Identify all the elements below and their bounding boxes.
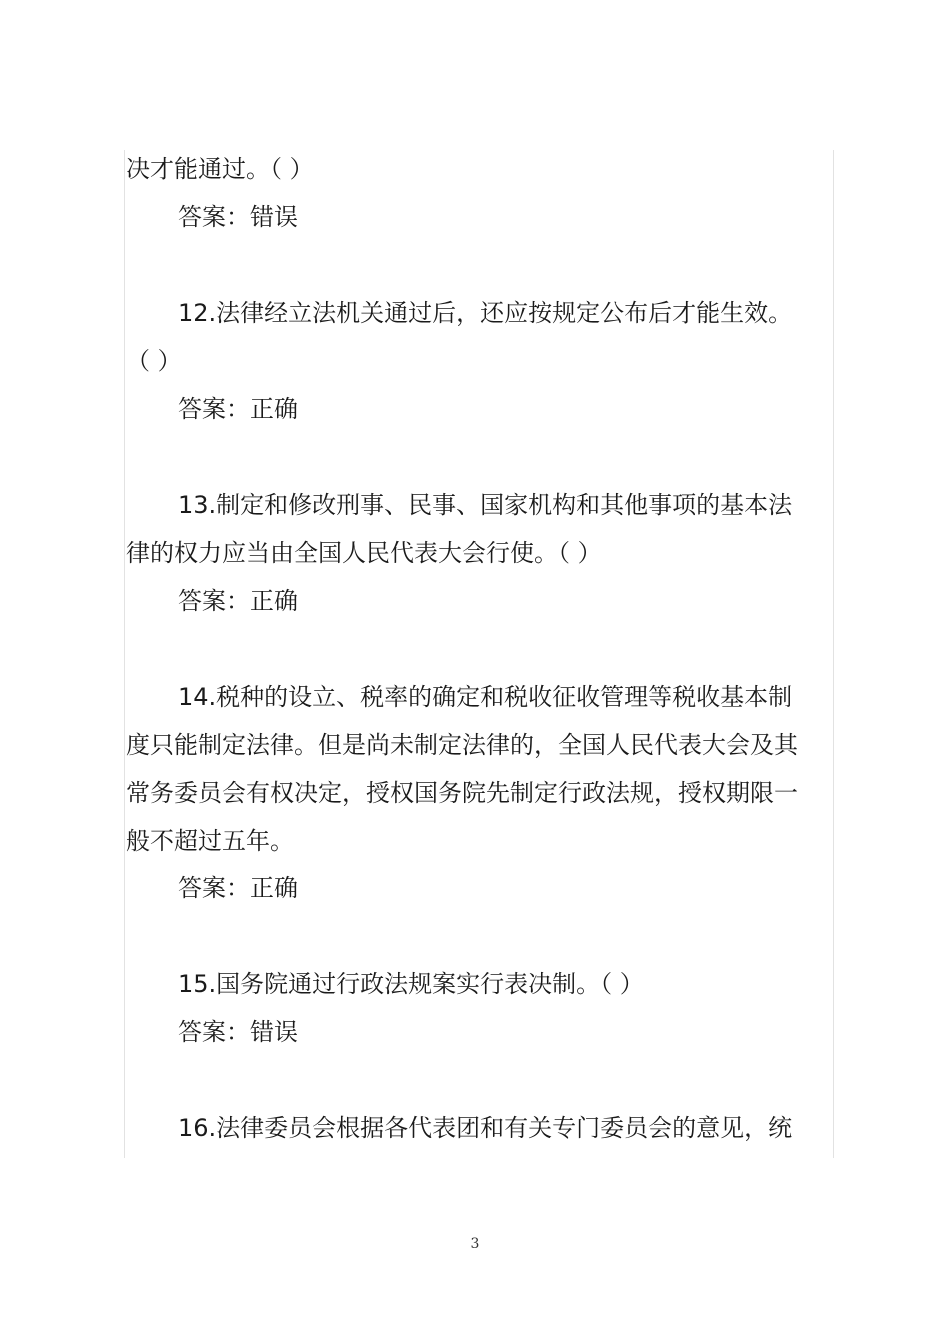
- question-14-line-1: 14.税种的设立、税率的确定和税收征收管理等税收基本制: [178, 683, 793, 711]
- question-14-line-2: 度只能制定法律。但是尚未制定法律的，全国人民代表大会及其: [126, 731, 798, 759]
- question-12-line-2: （ ）: [126, 347, 182, 375]
- question-12-line-1: 12.法律经立法机关通过后，还应按规定公布后才能生效。: [178, 299, 793, 327]
- left-margin-rule: [124, 150, 125, 1158]
- question-13-line-2: 律的权力应当由全国人民代表大会行使。（ ）: [126, 539, 602, 567]
- right-margin-rule: [833, 150, 834, 1158]
- question-14-line-3: 常务委员会有权决定，授权国务院先制定行政法规，授权期限一: [126, 779, 798, 807]
- question-13-line-1: 13.制定和修改刑事、民事、国家机构和其他事项的基本法: [178, 491, 793, 519]
- question-11-answer: 答案：错误: [178, 203, 298, 231]
- question-11-continuation: 决才能通过。（ ）: [126, 155, 314, 183]
- question-16-line-1: 16.法律委员会根据各代表团和有关专门委员会的意见，统: [178, 1114, 793, 1142]
- question-15-line-1: 15.国务院通过行政法规案实行表决制。（ ）: [178, 970, 644, 998]
- page-number: 3: [470, 1236, 480, 1252]
- question-12-answer: 答案：正确: [178, 395, 298, 423]
- question-15-answer: 答案：错误: [178, 1018, 298, 1046]
- question-13-answer: 答案：正确: [178, 587, 298, 615]
- question-14-answer: 答案：正确: [178, 874, 298, 902]
- question-14-line-4: 般不超过五年。: [126, 827, 294, 855]
